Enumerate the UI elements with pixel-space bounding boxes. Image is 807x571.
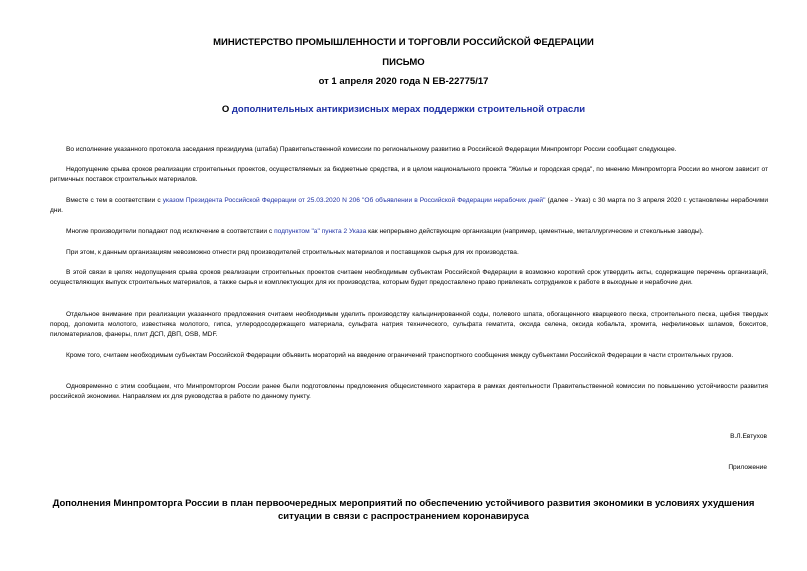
ministry-heading: МИНИСТЕРСТВО ПРОМЫШЛЕННОСТИ И ТОРГОВЛИ РОССИЙСКОЙ ФЕДЕРАЦИИ — [213, 37, 594, 48]
paragraph-4 — [50, 227, 768, 237]
document-subject — [0, 104, 807, 115]
p4-text-b: как непрерывно действующие организации (например, цементные, металлургические и стекольные заводы). — [366, 228, 704, 235]
appendix-title: Дополнения Минпромторга России в план первоочередных мероприятий по обеспечению устойчивого развития экономики в условиях ухудшения ситуации в связи с распространением коронавируса — [52, 498, 755, 522]
document-date-number: от 1 апреля 2020 года N ЕВ-22775/17 — [318, 76, 489, 87]
subject-link[interactable]: дополнительных антикризисных мерах поддержки строительной отрасли — [231, 104, 586, 115]
paragraph-5: При этом, к данным организациям невозможно отнести ряд производителей строительных материалов и поставщиков сырья для их производства. — [66, 249, 519, 256]
signature: В.Л.Евтухов — [730, 433, 767, 440]
p4-text-a: Многие производители попадают под исключение в соответствии с — [66, 228, 275, 235]
paragraph-2: Недопущение срыва сроков реализации строительных проектов, осуществляемых за бюджетные средства, и в целом национального проекта "Жилье и городская среда", по мнению Минпромторга России во многом зависит от ритмичных поставок строительных материалов. — [50, 166, 768, 183]
paragraph-7: Отдельное внимание при реализации указанного предложения считаем необходимым уделить производству кальцинированной соды, полевого шпата, обогащенного кварцевого песка, строительного песка, щебня твердых пород, доломита молотого, известняка молотого, гипса, углеродосодержащего материала, сульфата натрия технического, сульфата гематита, оксида селена, оксида кобальта, хромита, нефелиновых шламов, бокситов, пиломатериалов, фанеры, плит ДСП, ДВП, OSB, MDF. — [50, 311, 768, 338]
p3-text-a: Вместе с тем в соответствии с — [66, 197, 163, 204]
paragraph-9: Одновременно с этим сообщаем, что Минпромторгом России ранее были подготовлены предложения общесистемного характера в рамках деятельности Правительственной комиссии по повышению устойчивости развития российской экономики. Направляем их для руководства в работе по данному пункту. — [50, 383, 768, 400]
appendix-label: Приложение — [728, 464, 767, 471]
paragraph-1: Во исполнение указанного протокола заседания президиума (штаба) Правительственной комиссии по региональному развитию в Российской Федерации Минпромторг России сообщает следующее. — [66, 146, 677, 153]
decree-link[interactable]: указом Президента Российской Федерации от 25.03.2020 N 206 "Об объявлении в Российской Федерации нерабочих дней" — [162, 197, 546, 204]
subject-prefix: О — [221, 104, 232, 115]
paragraph-8: Кроме того, считаем необходимым субъектам Российской Федерации объявить мораторий на введение ограничений транспортного сообщения между субъектами Российской Федерации в части строительных грузов. — [66, 352, 734, 359]
subclause-link[interactable]: подпунктом "а" пункта 2 Указа — [274, 228, 367, 235]
document-type: ПИСЬМО — [382, 57, 425, 68]
p3-text-b: (далее - Указ) с 30 марта по 3 апреля 2020 г. установлены нерабочими дни. — [50, 197, 769, 214]
paragraph-3 — [50, 196, 768, 216]
paragraph-6: В этой связи в целях недопущения срыва сроков реализации строительных проектов считаем необходимым субъектам Российской Федерации в возможно короткий срок утвердить акты, содержащие перечень организаций, осуществляющих выпуск строительных материалов, а также сырья и комплектующих для их производства, которым будет предоставлено право привлекать сотрудников к работе в выходные и нерабочие дни. — [50, 269, 768, 286]
